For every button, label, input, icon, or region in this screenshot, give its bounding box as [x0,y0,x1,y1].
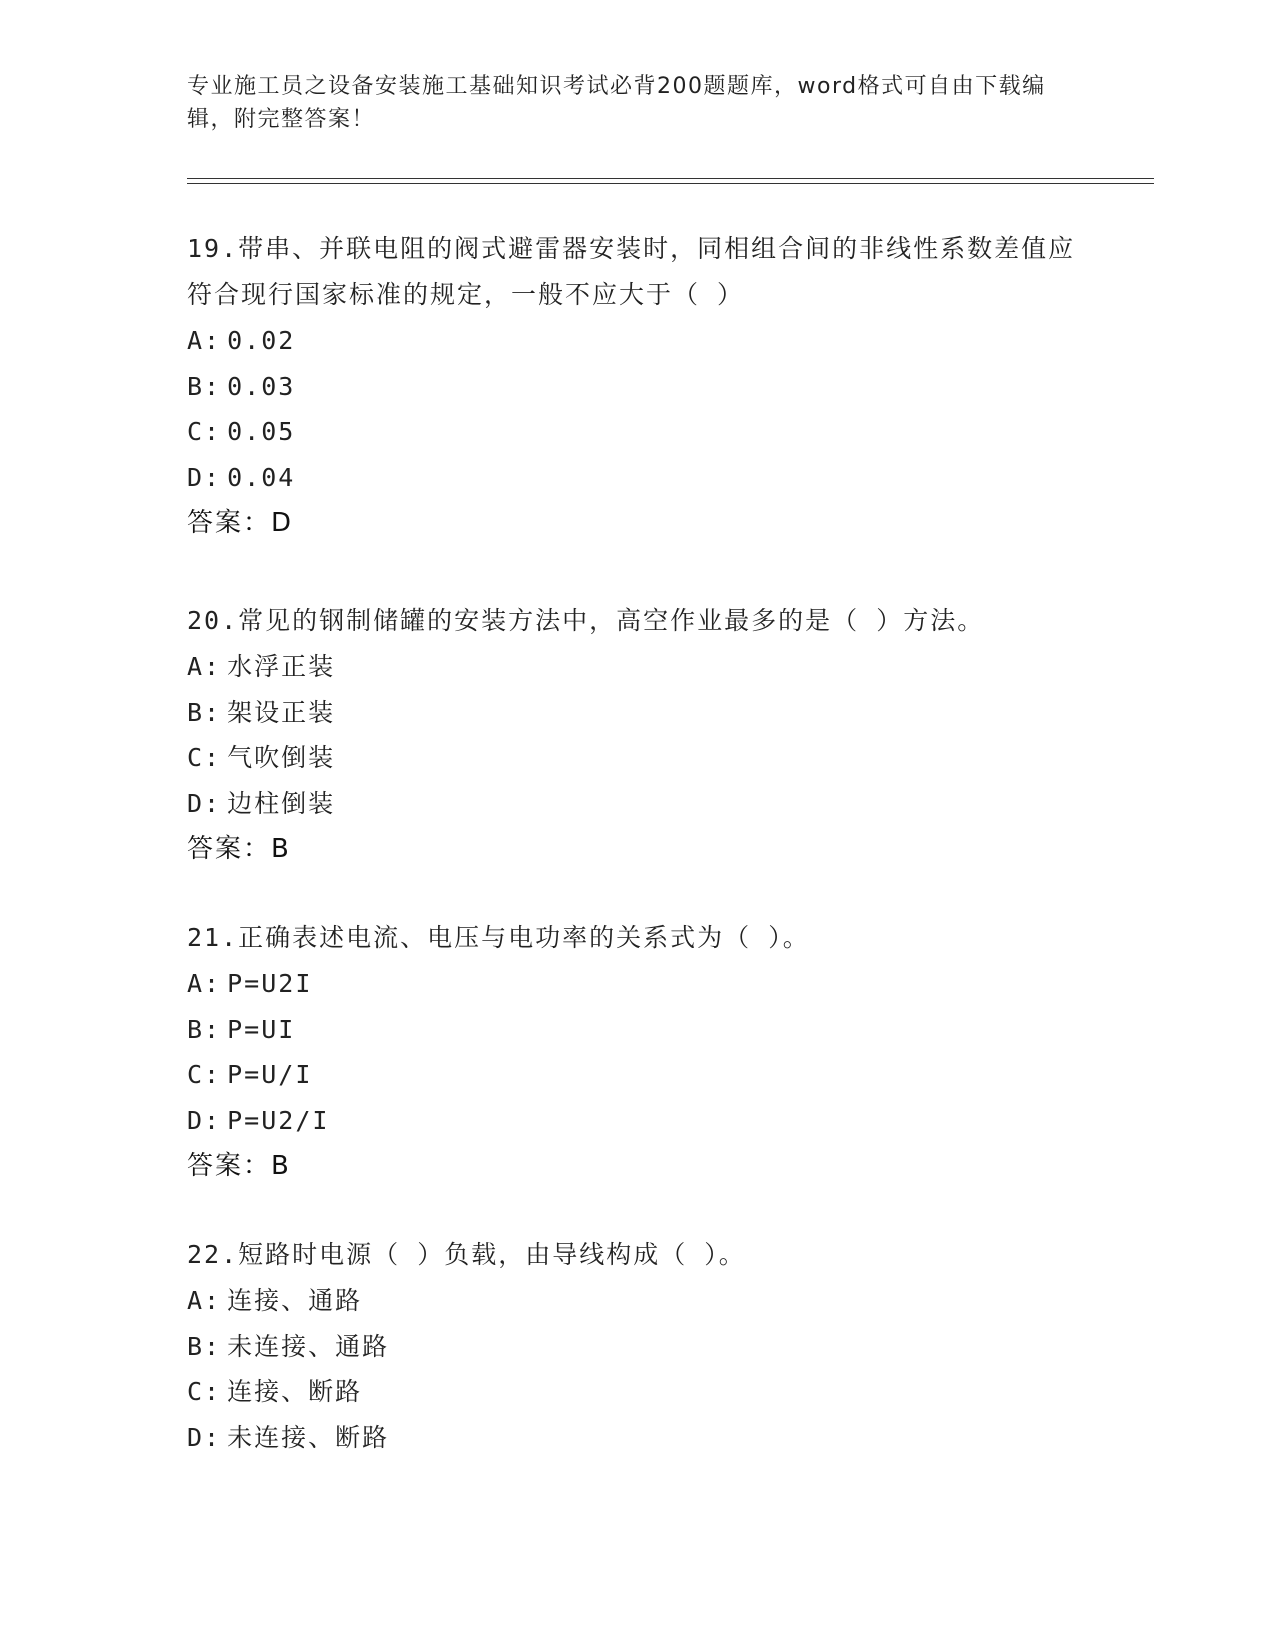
answer-label: 答案：B [187,1151,291,1181]
option-text: 0.05 [227,417,296,446]
question-21 [187,915,1087,1189]
option-text: 架设正装 [227,697,336,727]
option-text: P=U2/I [227,1105,330,1135]
option-c [187,735,1087,781]
option-b [187,690,1087,736]
question-stem: 20.常见的钢制储罐的安装方法中，高空作业最多的是（ ）方法。 [187,606,985,635]
option-text: 0.04 [227,462,296,492]
option-a [187,318,1087,364]
question-19 [187,226,1087,546]
question-stem: 19.带串、并联电阻的阀式避雷器安装时，同相组合间的非线性系数差值应符合现行国家标准的规定，一般不应大于（ ） [187,234,1076,309]
answer-label: 答案：D [187,508,294,538]
document-header: 专业施工员之设备安装施工基础知识考试必背200题题库，word格式可自由下载编辑，附完整答案！ [187,74,1046,132]
option-key: A: [187,969,222,998]
option-text: P=U/I [227,1060,313,1089]
option-text: P=UI [227,1014,296,1044]
option-c [187,1369,1087,1415]
answer-label: 答案：B [187,834,291,864]
option-b [187,1324,1087,1370]
option-text: 连接、通路 [227,1286,363,1315]
option-key: C: [187,1060,222,1089]
option-key: A: [187,652,222,681]
option-text: 连接、断路 [227,1377,363,1406]
option-key: C: [187,417,222,446]
option-c [187,1052,1087,1098]
option-key: C: [187,1377,222,1406]
option-key: B: [187,697,222,727]
option-text: 未连接、通路 [227,1331,390,1361]
option-text: 0.03 [227,371,296,401]
option-text: 未连接、断路 [227,1422,390,1452]
question-22 [187,1232,1087,1460]
option-c [187,409,1087,455]
question-20 [187,598,1087,872]
header-divider-top [187,178,1154,179]
option-text: 0.02 [227,326,296,355]
option-d [187,1098,1087,1144]
option-key: D: [187,788,222,818]
option-d [187,455,1087,501]
option-key: B: [187,371,222,401]
question-stem: 21.正确表述电流、电压与电功率的关系式为（ ）。 [187,923,810,952]
option-d [187,1415,1087,1461]
option-a [187,644,1087,690]
option-key: A: [187,1286,222,1315]
option-key: D: [187,1105,222,1135]
option-key: B: [187,1014,222,1044]
option-a [187,1278,1087,1324]
option-key: B: [187,1331,222,1361]
option-a [187,961,1087,1007]
option-d [187,781,1087,827]
option-text: 气吹倒装 [227,743,336,772]
option-text: P=U2I [227,969,313,998]
option-text: 水浮正装 [227,652,336,681]
question-stem: 22.短路时电源（ ）负载，由导线构成（ ）。 [187,1240,746,1269]
option-b [187,1007,1087,1053]
option-text: 边柱倒装 [227,788,336,818]
header-divider-bottom [187,183,1154,184]
option-key: D: [187,1422,222,1452]
option-key: A: [187,326,222,355]
option-key: C: [187,743,222,772]
option-b [187,364,1087,410]
option-key: D: [187,462,222,492]
